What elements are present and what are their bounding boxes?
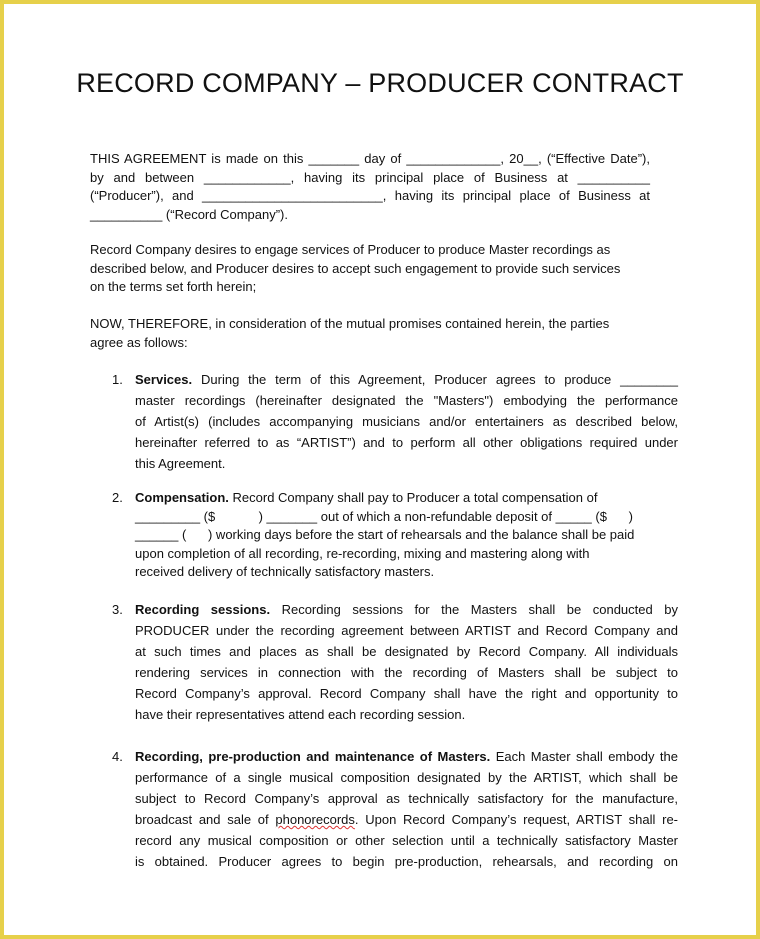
section-line bbox=[135, 809, 678, 830]
section-services bbox=[112, 369, 678, 474]
section-number: 1. bbox=[112, 372, 123, 387]
recital-line: on the terms set forth herein; bbox=[90, 279, 257, 294]
therefore-line: agree as follows: bbox=[90, 334, 188, 350]
section-masters bbox=[112, 746, 678, 872]
section-text: Recording sessions for the Masters shall be conducted by bbox=[270, 602, 678, 617]
recital-line: Record Company desires to engage services of Producer to produce Master recordings as bbox=[90, 242, 611, 257]
therefore-line: NOW, THEREFORE, in consideration of the mutual promises contained herein, the parties bbox=[90, 316, 610, 331]
section-line: received delivery of technically satisfactory masters. bbox=[135, 564, 435, 579]
section-body bbox=[135, 369, 678, 474]
agreement-line: THIS AGREEMENT is made on this _______ day of _____________, 20__, (“Effective Date”), bbox=[90, 151, 650, 166]
section-body bbox=[135, 489, 678, 582]
agreement-line: by and between ____________, having its principal place of Business at __________ bbox=[90, 169, 650, 185]
section-line: performance of a single musical composition designated by the ARTIST, which shall be bbox=[135, 770, 678, 785]
section-text: During the term of this Agreement, Producer agrees to produce ________ bbox=[192, 372, 678, 387]
section-recording-sessions bbox=[112, 599, 678, 725]
section-line: is obtained. Producer agrees to begin pre-production, rehearsals, and recording on bbox=[135, 854, 678, 869]
section-text: broadcast and sale of bbox=[135, 812, 276, 827]
spellcheck-word[interactable]: phonorecords bbox=[275, 812, 355, 827]
section-line: subject to Record Company’s approval as technically satisfactory for the manufacture, bbox=[135, 791, 678, 806]
recital-paragraph bbox=[90, 241, 650, 297]
section-text: Record Company shall pay to Producer a total compensation of bbox=[228, 490, 598, 505]
section-line: upon completion of all recording, re-recording, mixing and mastering along with bbox=[135, 545, 590, 561]
section-line: at such times and places as shall be designated by Record Company. All individuals bbox=[135, 644, 678, 659]
section-line: _________ ($ ) _______ out of which a non-refundable deposit of _____ ($ ) bbox=[135, 508, 633, 524]
agreement-line: (“Producer”), and _________________________, having its principal place of Business at bbox=[90, 188, 650, 203]
section-heading: Recording, pre-production and maintenance of Masters. bbox=[135, 749, 491, 764]
agreement-paragraph bbox=[90, 150, 650, 224]
section-text: . Upon Record Company’s request, ARTIST shall re- bbox=[354, 812, 679, 827]
section-line: Record Company’s approval. Record Company shall have the right and opportunity to bbox=[135, 686, 678, 701]
section-line: PRODUCER under the recording agreement between ARTIST and Record Company and bbox=[135, 623, 678, 638]
section-compensation bbox=[112, 489, 678, 582]
section-heading: Services. bbox=[135, 372, 193, 387]
therefore-paragraph bbox=[90, 315, 650, 352]
section-line: this Agreement. bbox=[135, 456, 226, 471]
section-text: Each Master shall embody the bbox=[490, 749, 678, 764]
section-line bbox=[135, 369, 678, 390]
section-body bbox=[135, 599, 678, 725]
section-line: rendering services in connection with the recording of Masters shall be subject to bbox=[135, 665, 678, 680]
section-line: hereinafter referred to as “ARTIST”) and to perform all other obligations required under bbox=[135, 435, 678, 450]
section-number: 3. bbox=[112, 602, 123, 617]
section-body bbox=[135, 746, 678, 872]
section-line bbox=[135, 599, 678, 620]
section-heading: Compensation. bbox=[135, 490, 229, 505]
section-number: 2. bbox=[112, 490, 123, 505]
section-line: record any musical composition or other selection until a technically satisfactory Master bbox=[135, 833, 678, 848]
section-line bbox=[135, 746, 678, 767]
contract-title: RECORD COMPANY – PRODUCER CONTRACT bbox=[76, 68, 684, 98]
section-line: master recordings (hereinafter designated the "Masters") embodying the performance bbox=[135, 393, 678, 408]
recital-line: described below, and Producer desires to accept such engagement to provide such services bbox=[90, 260, 621, 276]
section-line: ______ ( ) working days before the start of rehearsals and the balance shall be paid bbox=[135, 527, 635, 542]
agreement-line: __________ (“Record Company”). bbox=[90, 206, 288, 222]
section-line: of Artist(s) (includes accompanying musicians and/or entertainers as described below, bbox=[135, 414, 678, 429]
section-number: 4. bbox=[112, 749, 123, 764]
section-line bbox=[135, 489, 678, 508]
section-line: have their representatives attend each recording session. bbox=[135, 707, 466, 722]
section-heading: Recording sessions. bbox=[135, 602, 271, 617]
